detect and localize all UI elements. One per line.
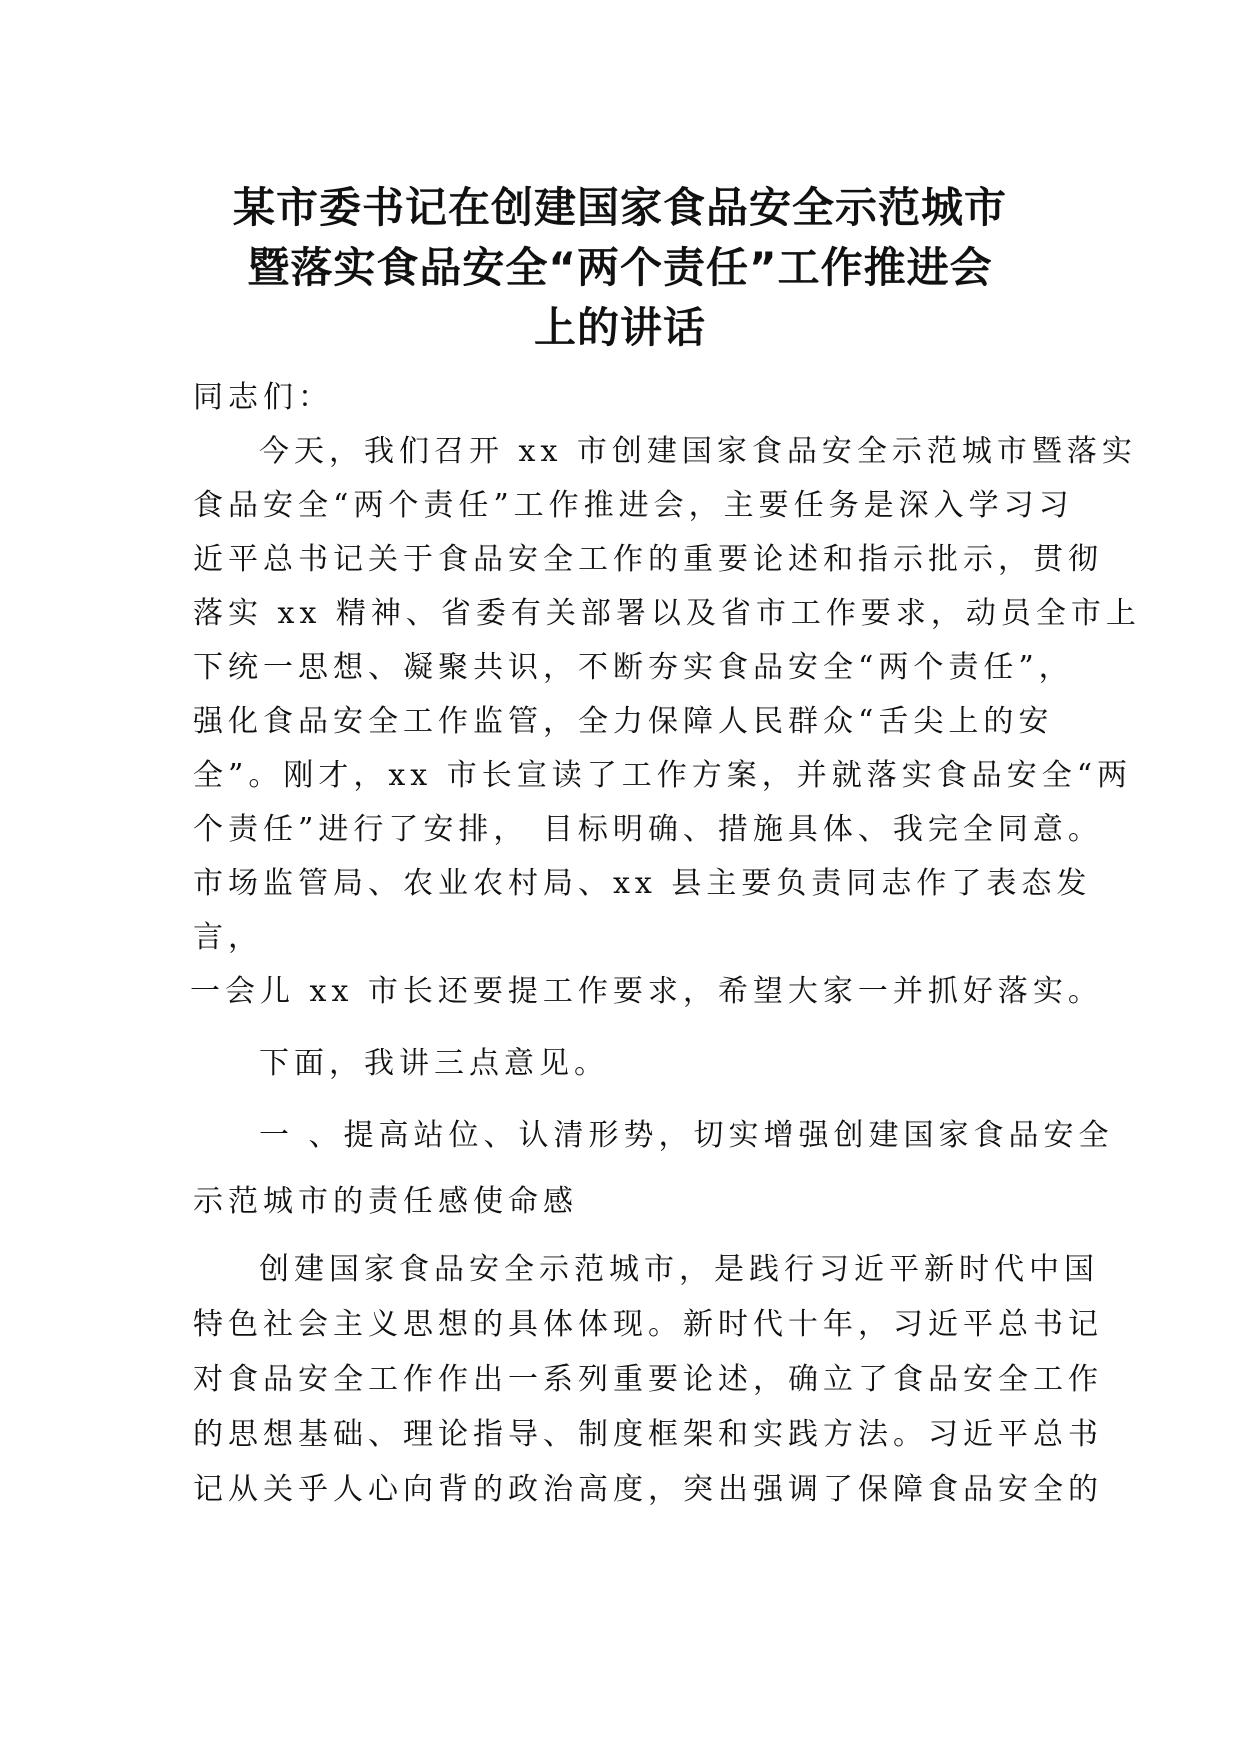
section-heading-line: 示范城市的责任感使命感 [193,1184,578,1219]
section-heading-line: 一 、提高站位、认清形势，切实增强创建国家食品安全 [259,1118,1114,1153]
title-line-3: 上的讲话 [533,303,706,352]
body-line: 记从关乎人心向背的政治高度，突出强调了保障食品安全的 [193,1472,1103,1507]
body-line: 个责任”进行了安排， 目标明确、措施具体、我完全同意。 [193,812,1103,847]
body-line: 落实 xx 精神、省委有关部署以及省市工作要求，动员全市上 [193,596,1141,631]
body-line: 近平总书记关于食品安全工作的重要论述和指示批示，贯彻 [193,542,1103,577]
body-line: 市场监管局、农业农村局、xx 县主要负责同志作了表态发 [193,866,1092,901]
body-line: 言， [193,920,263,955]
salutation: 同志们： [193,380,333,415]
body-line: 创建国家食品安全示范城市，是践行习近平新时代中国 [259,1252,1099,1287]
title-line-2: 暨落实食品安全“两个责任”工作推进会 [247,243,993,292]
body-line: 下面，我讲三点意见。 [259,1046,609,1081]
body-line: 特色社会主义思想的具体体现。新时代十年，习近平总书记 [193,1307,1103,1342]
body-line: 对食品安全工作作出一系列重要论述，确立了食品安全工作 [193,1362,1103,1397]
body-line: 全”。刚才，xx 市长宣读了工作方案，并就落实食品安全“两 [193,758,1133,793]
body-line: 食品安全“两个责任”工作推进会，主要任务是深入学习习 [193,488,1074,523]
body-line: 下统一思想、凝聚共识，不断夯实食品安全“两个责任”， [193,650,1074,685]
body-line: 一会儿 xx 市长还要提工作要求，希望大家一并抓好落实。 [190,974,1103,1009]
body-line: 强化食品安全工作监管，全力保障人民群众“舌尖上的安 [193,704,1054,739]
body-line: 的思想基础、理论指导、制度框架和实践方法。习近平总书 [193,1417,1103,1452]
body-line: 今天，我们召开 xx 市创建国家食品安全示范城市暨落实 [259,434,1137,469]
title-line-1: 某市委书记在创建国家食品安全示范城市 [232,183,1007,232]
